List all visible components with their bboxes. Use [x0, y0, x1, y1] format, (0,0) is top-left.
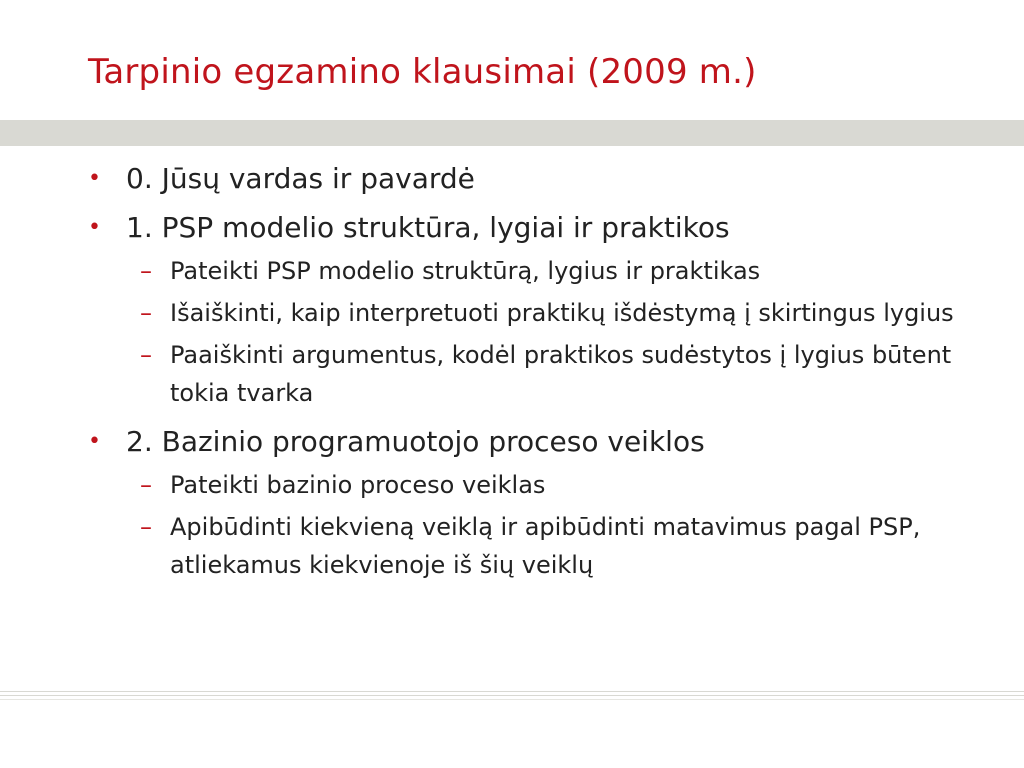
dash-bullet-icon: –	[140, 299, 152, 327]
list-item	[88, 160, 968, 198]
list-item	[88, 423, 968, 461]
bullet-dot-icon: •	[88, 215, 101, 240]
title-divider-band	[0, 120, 1024, 146]
dash-bullet-icon: –	[140, 341, 152, 369]
list-item	[88, 209, 968, 247]
dash-bullet-icon: –	[140, 471, 152, 499]
bullet-dot-icon: •	[88, 429, 101, 454]
slide-title: Tarpinio egzamino klausimai (2009 m.)	[88, 52, 757, 92]
footer-rule	[0, 695, 1024, 696]
bullet-dot-icon: •	[88, 166, 101, 191]
sub-list-item	[88, 466, 968, 504]
dash-bullet-icon: –	[140, 513, 152, 541]
bullet-list	[88, 160, 968, 588]
sub-list-item	[88, 294, 968, 332]
sub-list-item-text: Išaiškinti, kaip interpretuoti praktikų išdėstymą į skirtingus lygius	[170, 299, 954, 327]
list-item-text: 2. Bazinio programuotojo proceso veiklos	[126, 425, 705, 458]
sub-list-item-text: Pateikti bazinio proceso veiklas	[170, 471, 546, 499]
sub-list-item	[88, 336, 968, 412]
sub-list-item-text: Paaiškinti argumentus, kodėl praktikos sudėstytos į lygius būtent tokia tvarka	[170, 341, 952, 407]
footer-rule	[0, 691, 1024, 692]
sub-list-item	[88, 252, 968, 290]
sub-list-item	[88, 508, 968, 584]
sub-list-item-text: Apibūdinti kiekvieną veiklą ir apibūdinti matavimus pagal PSP, atliekamus kiekvienoje iš šių veiklų	[170, 513, 921, 579]
sub-list-item-text: Pateikti PSP modelio struktūrą, lygius ir praktikas	[170, 257, 761, 285]
list-item-text: 1. PSP modelio struktūra, lygiai ir praktikos	[126, 211, 730, 244]
footer-rule	[0, 699, 1024, 700]
dash-bullet-icon: –	[140, 257, 152, 285]
list-item-text: 0. Jūsų vardas ir pavardė	[126, 162, 475, 195]
